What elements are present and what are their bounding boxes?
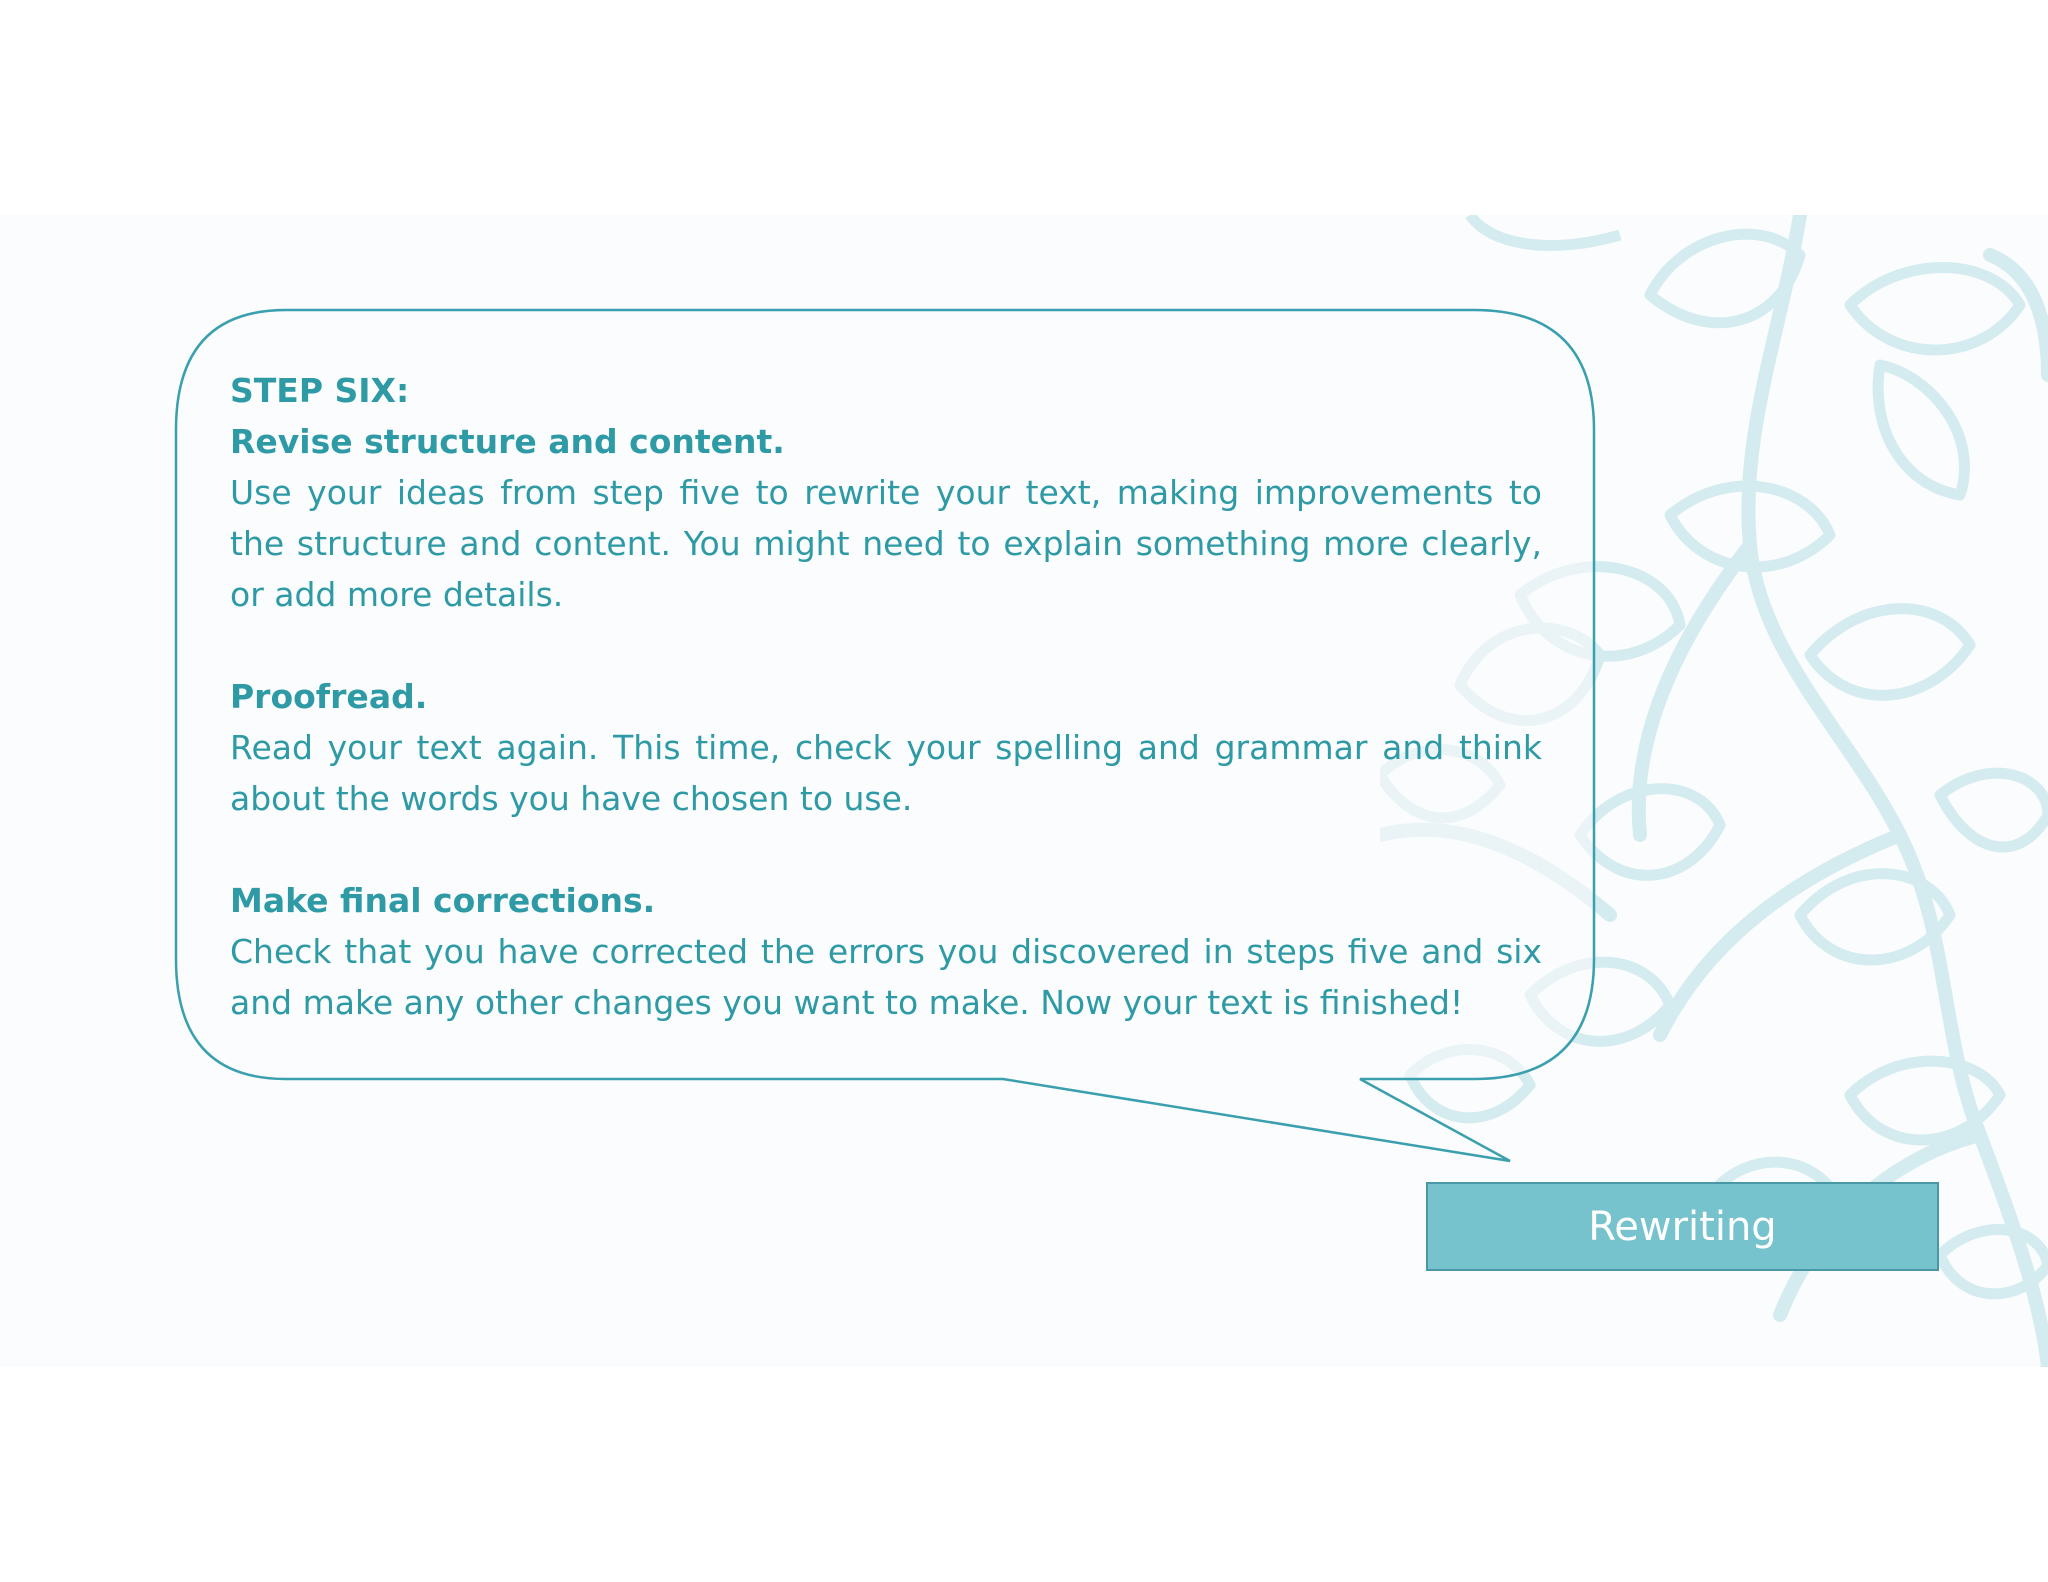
section-body-revise: Use your ideas from step five to rewrite your text, making improvements to the structure and content. You might need to explain something more clearly, or add more details. — [230, 473, 1542, 614]
section-heading-proofread: Proofread. — [230, 677, 428, 716]
rewriting-label — [1426, 1182, 1939, 1271]
section-heading-revise: Revise structure and content. — [230, 422, 785, 461]
section-heading-corrections: Make final corrections. — [230, 881, 656, 920]
step-title: STEP SIX: — [230, 371, 410, 410]
slide — [0, 215, 2048, 1367]
section-body-proofread: Read your text again. This time, check your spelling and grammar and think about the words you have chosen to use. — [230, 728, 1542, 818]
bubble-text — [230, 365, 1542, 1028]
section-body-corrections: Check that you have corrected the errors you discovered in steps five and six and make any other changes you want to make. Now your text is finished! — [230, 932, 1542, 1022]
rewriting-label-text: Rewriting — [1588, 1203, 1777, 1250]
